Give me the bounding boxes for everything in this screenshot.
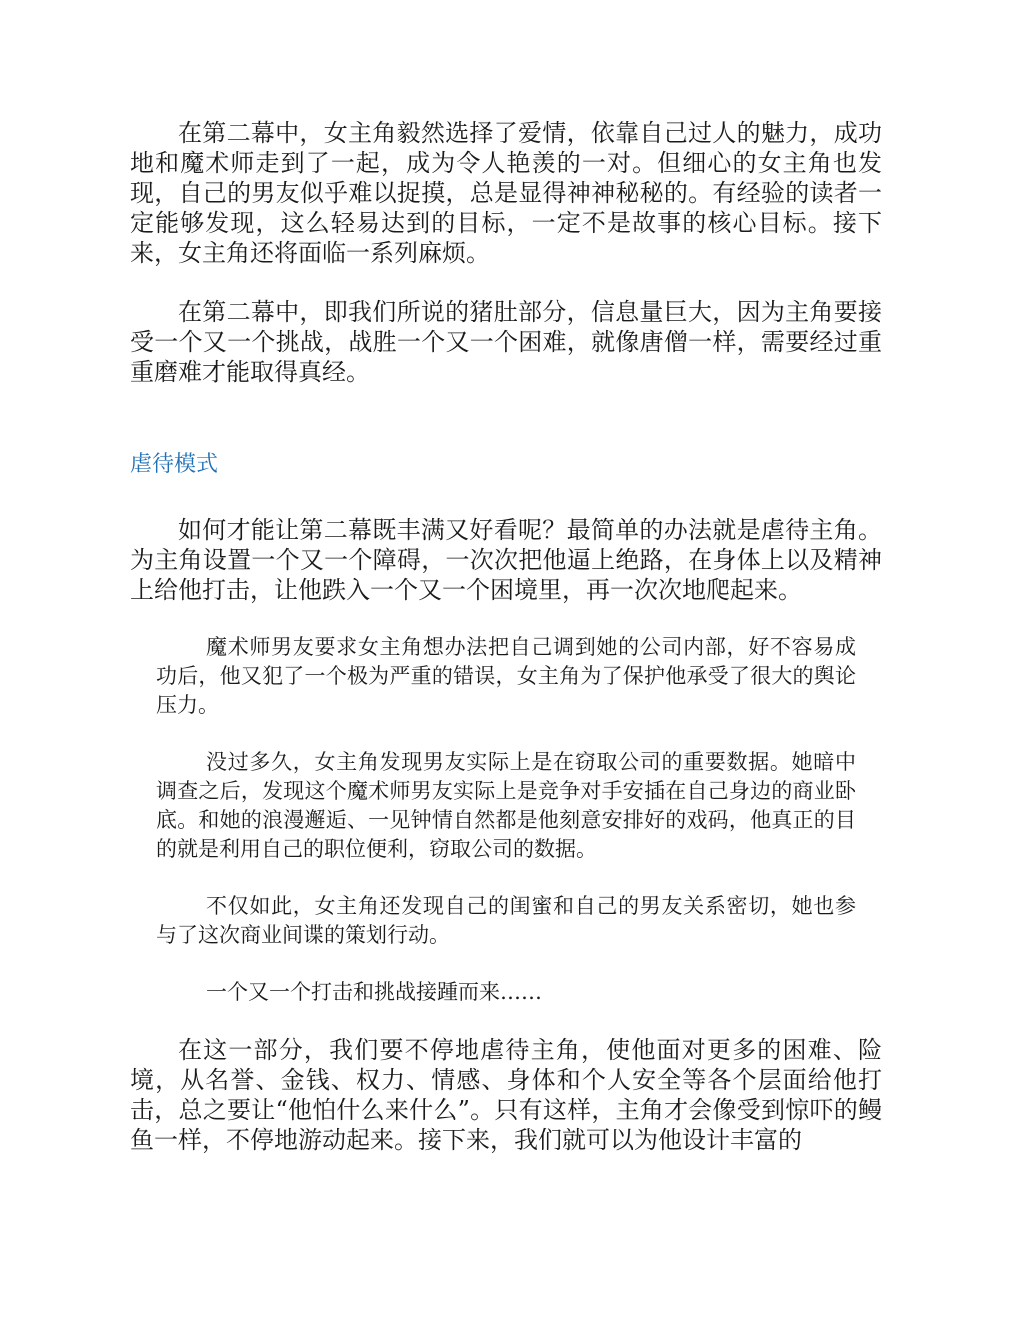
body-paragraph: 在第二幕中，即我们所说的猪肚部分，信息量巨大，因为主角要接受一个又一个挑战，战胜一个又一个困难，就像唐僧一样，需要经过重重磨难才能取得真经。 [130,298,882,386]
example-quote-block [130,633,856,1007]
body-paragraph: 在第二幕中，女主角毅然选择了爱情，依靠自己过人的魅力，成功地和魔术师走到了一起，成为令人艳羡的一对。但细心的女主角也发现，自己的男友似乎难以捉摸，总是显得神神秘秘的。有经验的读者一定能够发现，这么轻易达到的目标，一定不是故事的核心目标。接下来，女主角还将面临一系列麻烦。 [130,119,882,267]
quote-paragraph: 魔术师男友要求女主角想办法把自己调到她的公司内部，好不容易成功后，他又犯了一个极为严重的错误，女主角为了保护他承受了很大的舆论压力。 [156,635,856,717]
intro-paragraph: 如何才能让第二幕既丰满又好看呢？最简单的办法就是虐待主角。为主角设置一个又一个障碍，一次次把他逼上绝路，在身体上以及精神上给他打击，让他跌入一个又一个困境里，再一次次地爬起来。 [130,516,882,604]
section-heading: 虐待模式 [130,452,219,477]
quote-paragraph: 没过多久，女主角发现男友实际上是在窃取公司的重要数据。她暗中调查之后，发现这个魔术师男友实际上是竞争对手安插在自己身边的商业卧底。和她的浪漫邂逅、一见钟情自然都是他刻意安排好的戏码，他真正的目的就是利用自己的职位便利，窃取公司的数据。 [156,750,856,861]
page-content [130,118,882,1155]
quote-paragraph: 不仅如此，女主角还发现自己的闺蜜和自己的男友关系密切，她也参与了这次商业间谍的策划行动。 [156,894,856,947]
quote-paragraph: 一个又一个打击和挑战接踵而来…… [206,980,542,1004]
closing-paragraph: 在这一部分，我们要不停地虐待主角，使他面对更多的困难、险境，从名誉、金钱、权力、情感、身体和个人安全等各个层面给他打击，总之要让“他怕什么来什么”。只有这样，主角才会像受到惊吓的鳗鱼一样，不停地游动起来。接下来，我们就可以为他设计丰富的 [130,1036,882,1154]
